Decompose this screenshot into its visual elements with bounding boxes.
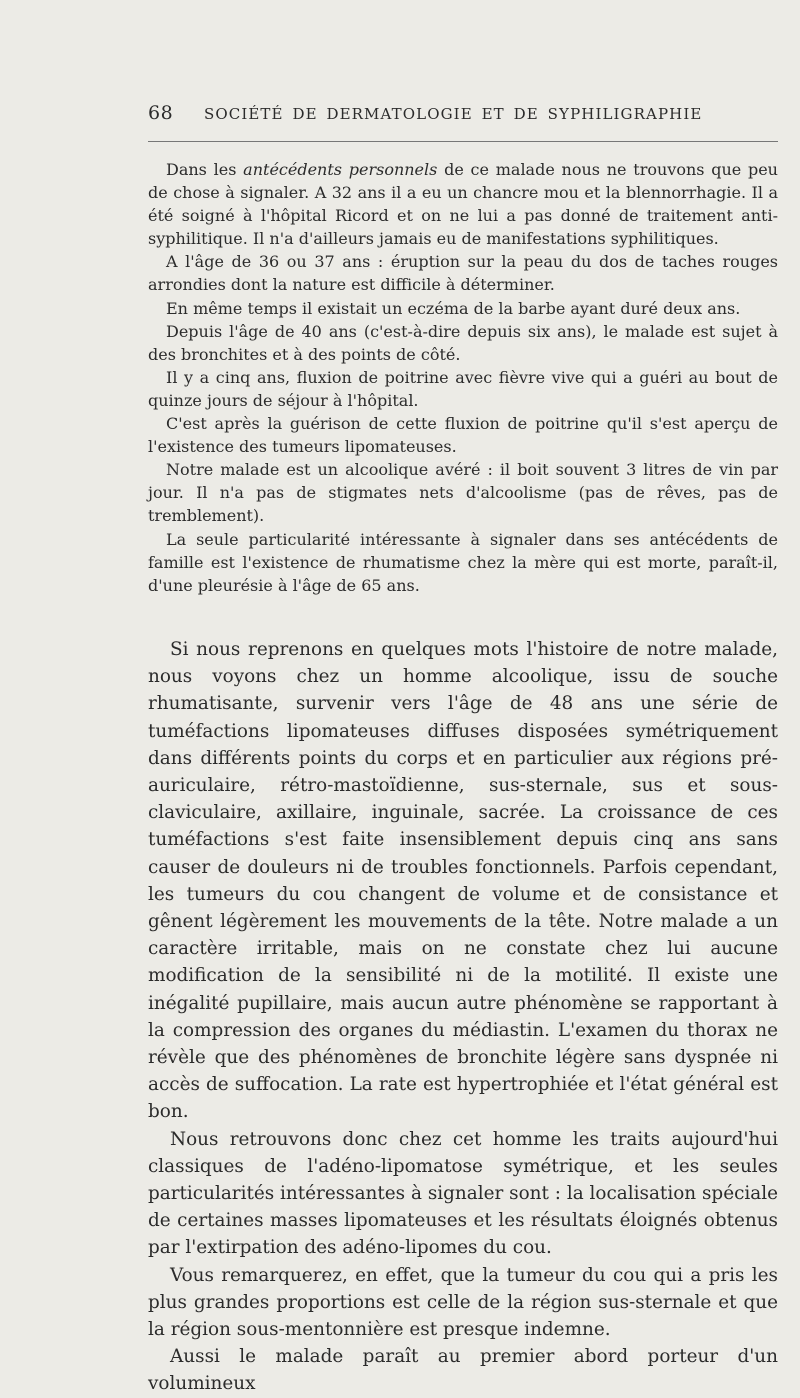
- paragraph-family-history: La seule particularité intéressante à signaler dans ses antécédents de famille est l'existence de rhumatisme chez la mère qui est morte, paraît-il, d'une pleurésie à l'âge de 65 ans.: [148, 529, 778, 595]
- header-rule: [148, 141, 778, 142]
- paragraph-pneumonia: Il y a cinq ans, fluxion de poitrine avec fièvre vive qui a guéri au bout de quinze jours de séjour à l'hôpital.: [148, 367, 778, 410]
- paragraph-personal-history: [148, 158, 778, 250]
- small-print-section: [148, 158, 778, 597]
- running-title: SOCIÉTÉ DE DERMATOLOGIE ET DE SYPHILIGRAPHIE: [204, 105, 703, 123]
- paragraph-tumors-noticed: C'est après la guérison de cette fluxion de poitrine qu'il s'est aperçu de l'existence des tumeurs lipomateuses.: [148, 414, 778, 457]
- paragraph-alcoholism: Notre malade est un alcoolique avéré : il boit souvent 3 litres de vin par jour. Il n'a pas de stigmates nets d'alcoolisme (pas de rêves, pas de tremblement).: [148, 460, 778, 526]
- paragraph-eczema: En même temps il existait un eczéma de la barbe ayant duré deux ans.: [166, 298, 741, 318]
- paragraph-neck-tumor: Vous remarquerez, en effet, que la tumeur du cou qui a pris les plus grandes proportions est celle de la région sus-sternale et que la région sous-mentonnière est presque indemne.: [148, 1264, 778, 1341]
- paragraph-text: de ce malade nous ne trouvons que peu de chose à signaler. A 32 ans il a eu un chancre mou et la blennorrhagie. Il a été soigné à l'hôpital Ricord et on ne lui a pas donné de traitement anti-syphilitique. Il n'a d'ailleurs jamais eu de manifestations syphilitiques.: [148, 160, 778, 249]
- paragraph-classic-traits: Nous retrouvons donc chez cet homme les traits aujourd'hui classiques de l'adéno-lipomatose symétrique, et les seules particularités intéressantes à signaler sont : la localisation spéciale de certaines masses lipomateuses et les résultats éloignés obtenus par l'extirpation des adéno-lipomes du cou.: [148, 1128, 778, 1259]
- paragraph-bronchitis: Depuis l'âge de 40 ans (c'est-à-dire depuis six ans), le malade est sujet à des bronchites et à des points de côté.: [148, 321, 778, 364]
- paragraph-continuation: Aussi le malade paraît au premier abord porteur d'un volumineux: [148, 1346, 778, 1395]
- italic-phrase: antécédents personnels: [243, 160, 438, 179]
- page-number: 68: [148, 102, 174, 124]
- paragraph-text: Dans les: [166, 160, 244, 179]
- paragraph-summary: Si nous reprenons en quelques mots l'histoire de notre malade, nous voyons chez un homme alcoolique, issu de souche rhumatisante, survenir vers l'âge de 48 ans une série de tuméfactions lipomateuses diffuses disposées symétriquement dans différents points du corps et en particulier aux régions pré-auriculaire, rétro-mastoïdienne, sus-sternale, sus et sous-claviculaire, axillaire, inguinale, sacrée. La croissance de ces tuméfactions s'est faite insensiblement depuis cinq ans sans causer de douleurs ni de troubles fonctionnels. Parfois cependant, les tumeurs du cou changent de volume et de consistance et gênent légèrement les mouvements de la tête. Notre malade a un caractère irritable, mais on ne constate chez lui aucune modification de la sensibilité ni de la motilité. Il existe une inégalité pupillaire, mais aucun autre phénomène se rapportant à la compression des organes du médiastin. L'examen du thorax ne révèle que des phénomènes de bronchite légère sans dyspnée ni accès de suffocation. La rate est hypertrophiée et l'état général est bon.: [148, 639, 778, 1123]
- page-header: [148, 102, 778, 124]
- main-text-section: [148, 636, 778, 1398]
- paragraph-eruption: A l'âge de 36 ou 37 ans : éruption sur la peau du dos de taches rouges arrondies dont la nature est difficile à déterminer.: [148, 252, 778, 295]
